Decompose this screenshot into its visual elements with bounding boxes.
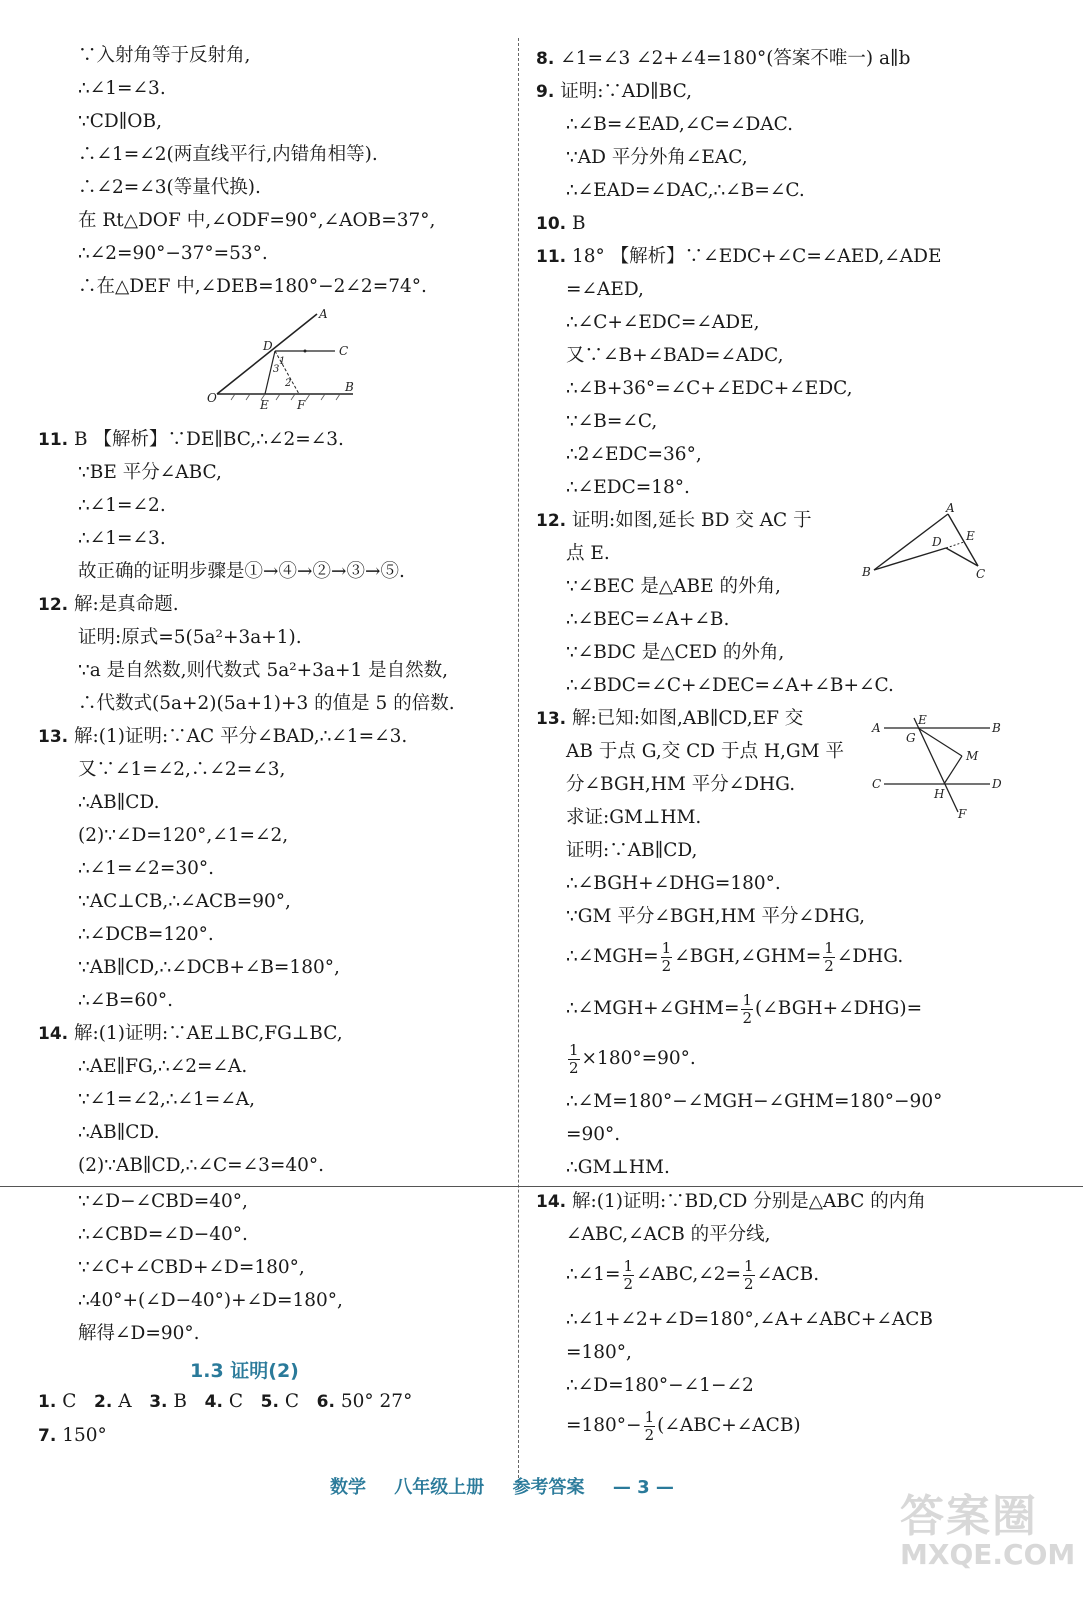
text-line: ∴∠2=90°−37°=53°. xyxy=(78,243,268,264)
fig1-label-c: C xyxy=(339,344,349,358)
text-line: ∵∠B=∠C, xyxy=(566,411,658,432)
text-line: ∴GM⊥HM. xyxy=(566,1157,670,1178)
page-footer xyxy=(330,1473,696,1499)
text-line: ∵∠BEC 是△ABE 的外角, xyxy=(566,576,781,597)
fig3-label-f: F xyxy=(958,807,967,821)
half-fraction: $\frac{1}{2}$ xyxy=(744,1256,754,1293)
text-line: 又∵∠B+∠BAD=∠ADC, xyxy=(566,345,784,366)
text-line: ∴∠CBD=∠D−40°. xyxy=(78,1224,248,1245)
text-line: ∴∠1+∠2+∠D=180°,∠A+∠ABC+∠ACB xyxy=(566,1309,934,1330)
text-line: (2)∵AB∥CD,∴∠C=∠3=40°. xyxy=(78,1155,325,1176)
text-line: ∴∠EDC=18°. xyxy=(566,477,690,498)
text-line: ∴∠2=∠3(等量代换). xyxy=(78,177,261,198)
text-line: ∴∠BDC=∠C+∠DEC=∠A+∠B+∠C. xyxy=(566,675,894,696)
footer-label: 参考答案 xyxy=(512,1477,585,1498)
fig1-label-f: F xyxy=(297,398,306,412)
fig2-label-d: D xyxy=(932,535,942,549)
text-line: 解得∠D=90°. xyxy=(78,1323,200,1344)
text-line: ∴∠1=∠2. xyxy=(78,495,166,516)
fig1-angle-2: 2 xyxy=(285,378,292,389)
fig1-angle-1: 1 xyxy=(279,356,286,367)
question-9: 9. 证明:∵AD∥BC, xyxy=(536,81,692,102)
fig1-angle-3: 3 xyxy=(273,364,280,375)
triangle-figure xyxy=(862,500,992,582)
text-line: ∴AE∥FG,∴∠2=∠A. xyxy=(78,1056,248,1077)
text-line: =180°, xyxy=(566,1342,632,1363)
fig3-label-g: G xyxy=(906,731,916,745)
text-line: ∵∠C+∠CBD+∠D=180°, xyxy=(78,1257,305,1278)
text-line: ∴AB∥CD. xyxy=(78,1122,160,1143)
half-fraction: $\frac{1}{2}$ xyxy=(742,990,753,1027)
fraction-line: =180°− $\frac{1}{2}$ (∠ABC+∠ACB) xyxy=(566,1407,801,1444)
watermark-bottom: MXQE.COM xyxy=(900,1538,1076,1571)
text-line: 证明:∵AB∥CD, xyxy=(566,840,698,861)
question-11: 11. B 【解析】∵DE∥BC,∴∠2=∠3. xyxy=(38,429,344,450)
text-line: ∴∠1=∠2=30°. xyxy=(78,858,214,879)
text-line: ∵入射角等于反射角, xyxy=(78,45,251,66)
text-line: ∴∠C+∠EDC=∠ADE, xyxy=(566,312,760,333)
fig1-label-o: O xyxy=(207,391,217,405)
half-fraction: $\frac{1}{2}$ xyxy=(623,1256,634,1293)
question-8: 8. ∠1=∠3 ∠2+∠4=180°(答案不唯一) a∥b xyxy=(536,48,911,69)
mirror-reflection-figure xyxy=(205,306,365,412)
question-13: 13. 解:已知:如图,AB∥CD,EF 交 xyxy=(536,708,804,729)
footer-subject: 数学 xyxy=(330,1477,366,1498)
text-line: ∴∠B=∠EAD,∠C=∠DAC. xyxy=(566,114,794,135)
fig3-label-h: H xyxy=(934,787,945,801)
text-line: ∴∠EAD=∠DAC,∴∠B=∠C. xyxy=(566,180,805,201)
question-10: 10. B xyxy=(536,213,586,234)
question-12: 12. 解:是真命题. xyxy=(38,594,179,615)
text-line: ∵a 是自然数,则代数式 5a²+3a+1 是自然数, xyxy=(78,660,448,681)
text-line: =90°. xyxy=(566,1124,621,1145)
half-fraction: $\frac{1}{2}$ xyxy=(824,938,834,975)
text-line: ∴∠M=180°−∠MGH−∠GHM=180°−90° xyxy=(566,1091,943,1112)
parallel-lines-figure xyxy=(870,713,1002,821)
fig3-label-b: B xyxy=(992,721,1001,735)
text-line: ∴40°+(∠D−40°)+∠D=180°, xyxy=(78,1290,343,1311)
text-line: ∠ABC,∠ACB 的平分线, xyxy=(566,1224,771,1245)
question-12: 12. 证明:如图,延长 BD 交 AC 于 xyxy=(536,510,812,531)
watermark-logo xyxy=(900,1480,1075,1590)
fig3-label-c: C xyxy=(872,777,882,791)
text-line: ∵∠D−∠CBD=40°, xyxy=(78,1191,248,1212)
fig1-label-e: E xyxy=(260,398,269,412)
half-fraction: $\frac{1}{2}$ xyxy=(644,1407,655,1444)
fig3-label-d: D xyxy=(992,777,1002,791)
text-line: ∵AC⊥CB,∴∠ACB=90°, xyxy=(78,891,291,912)
section-title: 1.3 证明(2) xyxy=(190,1360,299,1382)
half-fraction: $\frac{1}{2}$ xyxy=(569,1040,579,1077)
text-line: =∠AED, xyxy=(566,279,644,300)
text-line: ∴2∠EDC=36°, xyxy=(566,444,702,465)
text-line: 求证:GM⊥HM. xyxy=(566,807,702,828)
text-line: ∵∠1=∠2,∴∠1=∠A, xyxy=(78,1089,255,1110)
text-line: ∴AB∥CD. xyxy=(78,792,160,813)
question-14: 14. 解:(1)证明:∵BD,CD 分别是△ABC 的内角 xyxy=(536,1191,926,1212)
fig1-label-d: D xyxy=(263,339,273,353)
text-line: ∵AB∥CD,∴∠DCB+∠B=180°, xyxy=(78,957,340,978)
footer-grade: 八年级上册 xyxy=(394,1477,485,1498)
fig3-label-m: M xyxy=(966,749,979,763)
text-line: ∵BE 平分∠ABC, xyxy=(78,462,222,483)
text-line: ∴∠B+36°=∠C+∠EDC+∠EDC, xyxy=(566,378,853,399)
fig2-label-a: A xyxy=(946,501,955,515)
fig2-label-c: C xyxy=(976,567,986,581)
fraction-line: $\frac{1}{2}$ ×180°=90°. xyxy=(569,1040,696,1077)
text-line: ∴∠D=180°−∠1−∠2 xyxy=(566,1375,754,1396)
half-fraction: $\frac{1}{2}$ xyxy=(661,938,672,975)
watermark-top: 答案圈 xyxy=(900,1491,1038,1542)
text-line: ∴∠BGH+∠DHG=180°. xyxy=(566,873,781,894)
answers-row: 1. C 2. A 3. B 4. C 5. C 6. 50° 27° xyxy=(38,1391,413,1412)
fig2-label-e: E xyxy=(966,529,975,543)
fraction-line: ∴∠MGH+∠GHM= $\frac{1}{2}$ (∠BGH+∠DHG)= xyxy=(566,990,923,1027)
question-11: 11. 18° 【解析】∵∠EDC+∠C=∠AED,∠ADE xyxy=(536,246,942,267)
text-line: 证明:原式=5(5a²+3a+1). xyxy=(78,627,302,648)
text-line: ∴∠DCB=120°. xyxy=(78,924,214,945)
text-line: (2)∵∠D=120°,∠1=∠2, xyxy=(78,825,289,846)
fig2-label-b: B xyxy=(862,565,871,579)
question-14: 14. 解:(1)证明:∵AE⊥BC,FG⊥BC, xyxy=(38,1023,343,1044)
text-line: 又∵∠1=∠2,∴∠2=∠3, xyxy=(78,759,286,780)
text-line: 分∠BGH,HM 平分∠DHG. xyxy=(566,774,796,795)
text-line: ∴代数式(5a+2)(5a+1)+3 的值是 5 的倍数. xyxy=(78,693,455,714)
text-line: ∴∠1=∠3. xyxy=(78,528,166,549)
fig1-label-a: A xyxy=(319,307,328,321)
text-line: AB 于点 G,交 CD 于点 H,GM 平 xyxy=(566,741,844,762)
fig3-label-a: A xyxy=(872,721,881,735)
text-line: ∴在△DEF 中,∠DEB=180°−2∠2=74°. xyxy=(78,276,427,297)
text-line: 故正确的证明步骤是①→④→②→③→⑤. xyxy=(78,561,405,582)
text-line: ∵AD 平分外角∠EAC, xyxy=(566,147,748,168)
text-line: ∴∠B=60°. xyxy=(78,990,174,1011)
text-line: 在 Rt△DOF 中,∠ODF=90°,∠AOB=37°, xyxy=(78,210,436,231)
question-13: 13. 解:(1)证明:∵AC 平分∠BAD,∴∠1=∠3. xyxy=(38,726,408,747)
fig3-label-e: E xyxy=(918,713,927,727)
fraction-line: ∴∠1= $\frac{1}{2}$ ∠ABC,∠2= $\frac{1}{2}$ ∠ACB. xyxy=(566,1256,820,1293)
question-7: 7. 150° xyxy=(38,1425,107,1446)
text-line: ∵∠BDC 是△CED 的外角, xyxy=(566,642,785,663)
text-line: ∴∠BEC=∠A+∠B. xyxy=(566,609,730,630)
fig1-label-b: B xyxy=(345,380,354,394)
column-divider xyxy=(518,38,519,1488)
text-line: ∵CD∥OB, xyxy=(78,111,162,132)
text-line: ∴∠1=∠2(两直线平行,内错角相等). xyxy=(78,144,378,165)
text-line: ∴∠1=∠3. xyxy=(78,78,166,99)
text-line: ∵GM 平分∠BGH,HM 平分∠DHG, xyxy=(566,906,866,927)
text-line: 点 E. xyxy=(566,543,610,564)
footer-page-number: — 3 — xyxy=(612,1477,674,1498)
fraction-line: ∴∠MGH= $\frac{1}{2}$ ∠BGH,∠GHM= $\frac{1}{2}$ ∠DHG. xyxy=(566,938,904,975)
page-fold-line xyxy=(0,1186,1083,1187)
